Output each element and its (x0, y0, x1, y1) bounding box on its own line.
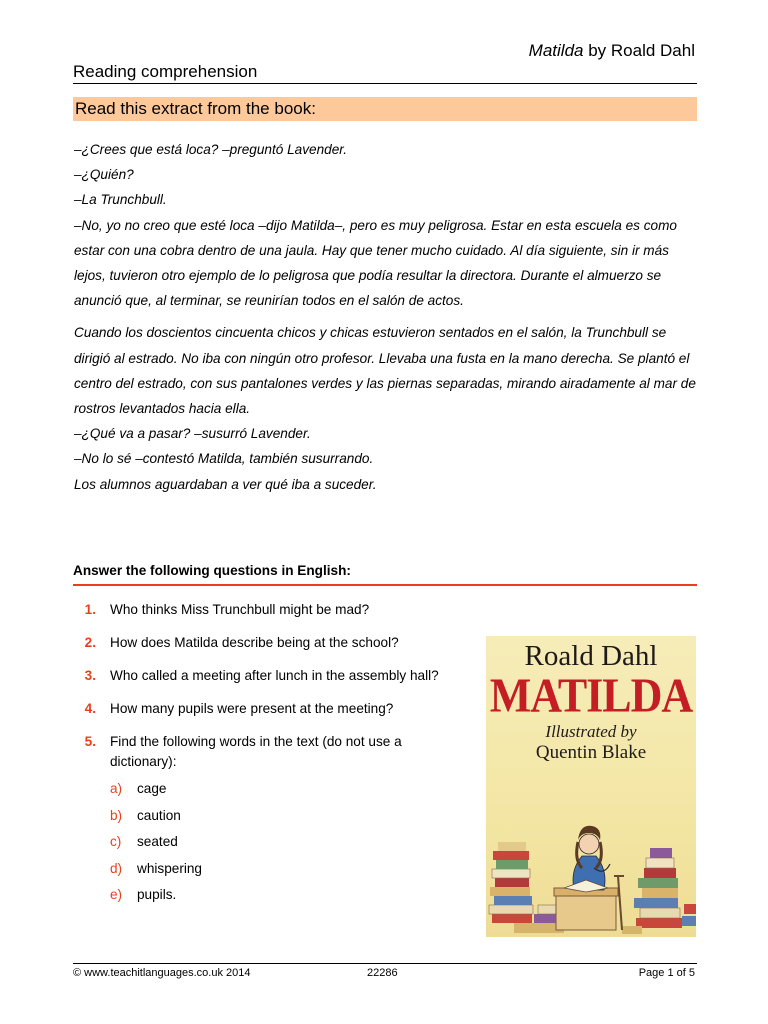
question-text: Who thinks Miss Trunchbull might be mad? (110, 602, 370, 617)
question-text: Who called a meeting after lunch in the assembly hall? (110, 668, 439, 683)
word-text: whispering (137, 860, 202, 876)
question-item (73, 732, 458, 772)
question-number: 1. (84, 602, 96, 617)
cover-author: Roald Dahl (524, 640, 658, 672)
word-label: b) (110, 807, 123, 823)
by-author: by Roald Dahl (583, 41, 695, 60)
extract-text (74, 137, 700, 497)
word-item (73, 776, 458, 803)
extract-line: –¿Qué va a pasar? –susurró Lavender. (74, 426, 311, 442)
extract-line: –¿Quién? (74, 167, 134, 183)
book-stack-right (622, 848, 696, 934)
question-item (73, 633, 458, 653)
cover-title: MATILDA (489, 668, 693, 723)
word-list (73, 776, 458, 909)
desk (556, 894, 616, 930)
question-item (73, 666, 458, 686)
word-text: cage (137, 781, 167, 797)
extract-paragraph-2 (74, 320, 700, 496)
question-list (73, 600, 458, 909)
question-number: 5. (84, 734, 96, 749)
book-stack-left (489, 842, 564, 933)
question-number: 3. (84, 668, 96, 683)
question-number: 2. (84, 635, 96, 650)
question-item (73, 600, 458, 620)
book-title: Matilda (528, 41, 584, 60)
question-item (73, 699, 458, 719)
extract-line: Cuando los doscientos cincuenta chicos y chicas estuvieron sentados en el salón, la Trunchbull se dirigió al estrado. No iba con ningún otro profesor. Llevaba una fusta en la mano derecha. Se plantó el centro del estrado, con sus pantalones verdes y las piernas separadas, mirando airadamente al mar de rostros levantados hacia ella. (74, 325, 696, 417)
footer-page-number: Page 1 of 5 (638, 967, 695, 979)
girl-figure (573, 826, 610, 890)
word-text: seated (137, 834, 178, 850)
word-label: e) (110, 887, 123, 903)
word-text: caution (137, 807, 181, 823)
extract-line: –La Trunchbull. (74, 192, 167, 208)
word-item (73, 803, 458, 830)
question-number: 4. (84, 701, 96, 716)
extract-line: –¿Crees que está loca? –preguntó Lavender. (74, 142, 348, 157)
extract-paragraph-1 (74, 137, 700, 313)
book-cover-image (486, 636, 696, 937)
cover-illustration (486, 776, 696, 937)
question-text: How many pupils were present at the meeting? (110, 701, 394, 716)
footer-copyright: © www.teachitlanguages.co.uk 2014 (73, 967, 251, 979)
cover-illustrated-by: Illustrated by (545, 722, 637, 741)
word-item (73, 882, 458, 909)
document-title (529, 41, 695, 61)
word-label: c) (110, 834, 122, 850)
extract-line: –No lo sé –contestó Matilda, también susurrando. (74, 451, 374, 467)
cover-illustrator: Quentin Blake (535, 742, 647, 763)
footer-divider (73, 963, 697, 964)
word-text: pupils. (137, 887, 177, 903)
word-label: a) (110, 781, 123, 797)
footer-code: 22286 (367, 967, 398, 979)
question-text: How does Matilda describe being at the school? (110, 635, 399, 650)
word-label: d) (110, 860, 123, 876)
page-subtitle: Reading comprehension (73, 62, 258, 81)
extract-line: Los alumnos aguardaban a ver qué iba a suceder. (74, 476, 377, 492)
extract-line: –No, yo no creo que esté loca –dijo Matilda–, pero es muy peligrosa. Estar en esta escuela es como estar con una cobra dentro de una jaula. Hay que tener mucho cuidado. Al día siguiente, sin ir más lejos, tuvieron otro ejemplo de lo peligrosa que podía resultar la directora. Durante el almuerzo se anunció que, al terminar, se reunirían todos en el salón de actos. (74, 217, 677, 309)
question-text: Find the following words in the text (do not use a dictionary): (110, 734, 402, 769)
questions-heading: Answer the following questions in English: (73, 563, 351, 578)
extract-heading: Read this extract from the book: (73, 97, 697, 121)
header-divider (73, 83, 697, 84)
questions-divider (73, 584, 697, 586)
word-item (73, 829, 458, 856)
word-item (73, 856, 458, 883)
